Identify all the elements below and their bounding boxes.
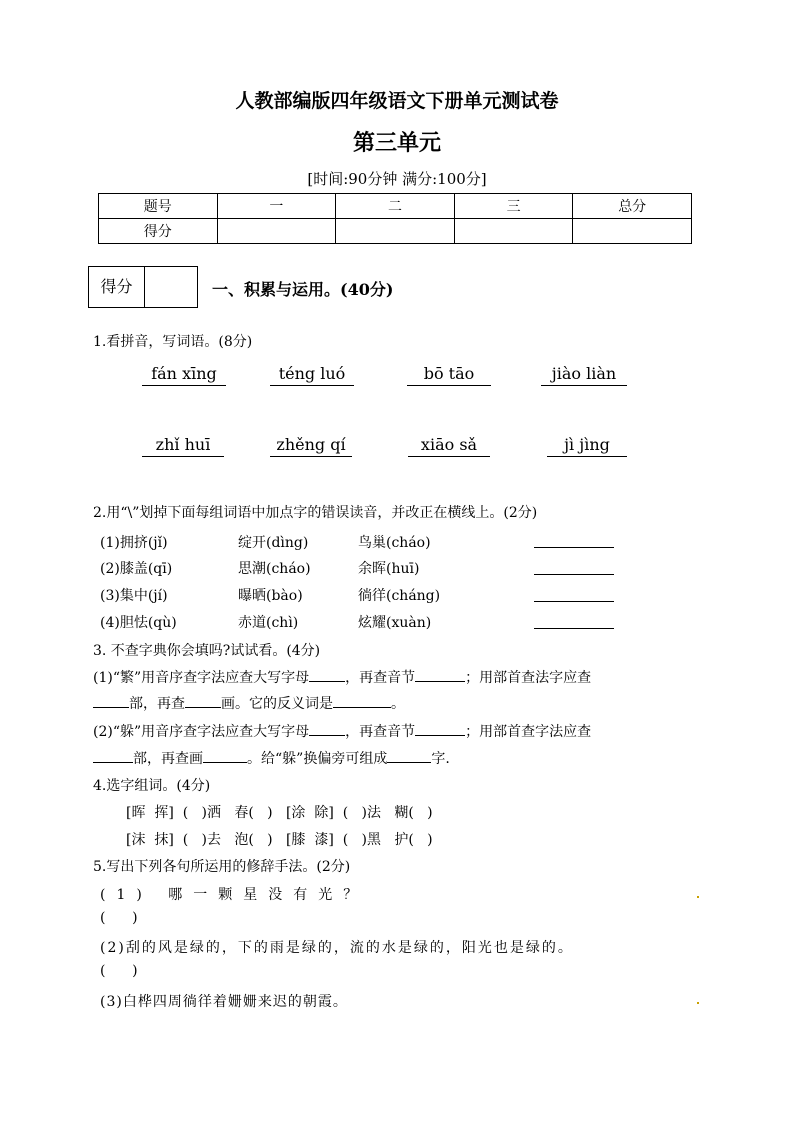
q3-text: 。给“躲”换偏旁可组成 — [247, 751, 388, 767]
q3-blank[interactable] — [203, 748, 247, 763]
q3-text: ；用部首查法字应查 — [465, 670, 592, 686]
score-row-label: 得分 — [99, 219, 218, 244]
q2-word: (4)胆怯(qù) — [100, 615, 177, 631]
score-cell[interactable] — [454, 219, 573, 244]
q3-blank[interactable] — [415, 721, 465, 736]
speck-mark — [697, 1002, 699, 1004]
q5-answer-paren[interactable]: ( ) — [100, 910, 138, 926]
q3-blank[interactable] — [185, 693, 221, 708]
pinyin-item: fán xīng — [142, 364, 226, 386]
q2-word: 徜徉(cháng) — [358, 588, 441, 604]
q5-sentence: (2)刮的风是绿的，下的雨是绿的，流的水是绿的，阳光也是绿的。 — [100, 940, 574, 956]
q3-blank[interactable] — [309, 721, 345, 736]
q3-text: 部，再查画 — [133, 751, 203, 767]
q5-prompt: 5.写出下列各句所运用的修辞手法。(2分) — [93, 859, 351, 875]
q3-text: 字. — [431, 751, 450, 767]
q3-p1-line1 — [93, 667, 591, 687]
q2-word: (2)膝盖(qī) — [100, 561, 173, 577]
q3-blank[interactable] — [309, 667, 345, 682]
speck-mark — [697, 896, 699, 898]
pinyin-item: zhǐ huī — [142, 435, 224, 457]
score-table — [98, 193, 692, 244]
q3-blank[interactable] — [387, 748, 431, 763]
score-cell[interactable] — [336, 219, 455, 244]
q3-prompt: 3. 不查字典你会填吗?试试看。(4分) — [93, 643, 321, 659]
q3-text: 画。它的反义词是 — [221, 696, 333, 712]
q2-word: (3)集中(jí) — [100, 588, 168, 604]
q5-answer-paren[interactable]: ( ) — [100, 963, 138, 979]
q2-answer-line[interactable] — [534, 601, 614, 602]
q2-answer-line[interactable] — [534, 547, 614, 548]
score-table-header-row — [99, 194, 692, 219]
section-score-box — [88, 266, 198, 308]
score-header-cell: 一 — [217, 194, 336, 219]
q4-row: [晖 挥] ( )洒 春( ) [涂 除] ( )法 糊( ) — [126, 805, 433, 821]
q2-word: 鸟巢(cháo) — [358, 535, 431, 551]
pinyin-item: xiāo sǎ — [408, 435, 490, 457]
q3-text: ，再查音节 — [345, 724, 416, 740]
q5-sentence: (1) 哪一颗星没有光？ — [100, 887, 369, 903]
time-info: [时间:90分钟 满分:100分] — [307, 170, 487, 188]
pinyin-item: jì jìng — [547, 435, 627, 457]
pinyin-item: jiào liàn — [541, 364, 627, 386]
q3-blank[interactable] — [333, 693, 391, 708]
q3-p2-line2 — [93, 748, 450, 768]
q2-word: 赤道(chì) — [238, 615, 299, 631]
q3-blank[interactable] — [415, 667, 465, 682]
q2-prompt: 2.用“\”划掉下面每组词语中加点字的错误读音，并改正在横线上。(2分) — [93, 505, 538, 521]
q2-word: 曝晒(bào) — [238, 588, 303, 604]
unit-title: 第三单元 — [352, 130, 441, 156]
q3-text: (1)“繁”用音序查字法应查大写字母 — [93, 670, 310, 686]
q2-word: (1)拥挤(jǐ) — [100, 535, 168, 551]
q4-prompt: 4.选字组词。(4分) — [93, 778, 211, 794]
q2-answer-line[interactable] — [534, 574, 614, 575]
pinyin-item: zhěng qí — [270, 435, 352, 457]
q3-text: ；用部首查字法应查 — [465, 724, 592, 740]
q3-text: ，再查音节 — [345, 670, 416, 686]
pinyin-item: bō tāo — [407, 364, 491, 386]
q1-prompt: 1.看拼音，写词语。(8分) — [93, 334, 253, 350]
q3-blank[interactable] — [93, 748, 133, 763]
score-cell[interactable] — [217, 219, 336, 244]
score-header-cell: 总分 — [573, 194, 692, 219]
paper-title: 人教部编版四年级语文下册单元测试卷 — [235, 90, 559, 112]
q2-word: 绽开(dìng) — [238, 535, 309, 551]
q2-answer-line[interactable] — [534, 628, 614, 629]
score-header-cell: 三 — [454, 194, 573, 219]
pinyin-item: téng luó — [270, 364, 354, 386]
q3-text: (2)“躲”用音序查字法应查大写字母 — [93, 724, 310, 740]
score-header-cell: 二 — [336, 194, 455, 219]
q4-row: [沫 抹] ( )去 泡( ) [膝 漆] ( )黑 护( ) — [126, 832, 433, 848]
q3-p2-line1 — [93, 721, 591, 741]
score-table-score-row — [99, 219, 692, 244]
q5-sentence: (3)白桦四周徜徉着姗姗来迟的朝霞。 — [100, 994, 348, 1010]
score-header-cell: 题号 — [99, 194, 218, 219]
section-title: 一、积累与运用。(40分) — [212, 280, 394, 299]
q3-p1-line2 — [93, 693, 405, 713]
q3-text: 部，再查 — [129, 696, 185, 712]
q2-word: 余晖(huī) — [358, 561, 420, 577]
q3-text: 。 — [391, 696, 405, 712]
q2-word: 思潮(cháo) — [238, 561, 311, 577]
q2-word: 炫耀(xuàn) — [358, 615, 432, 631]
section-score-label: 得分 — [89, 267, 145, 307]
q3-blank[interactable] — [93, 693, 129, 708]
score-cell[interactable] — [573, 219, 692, 244]
